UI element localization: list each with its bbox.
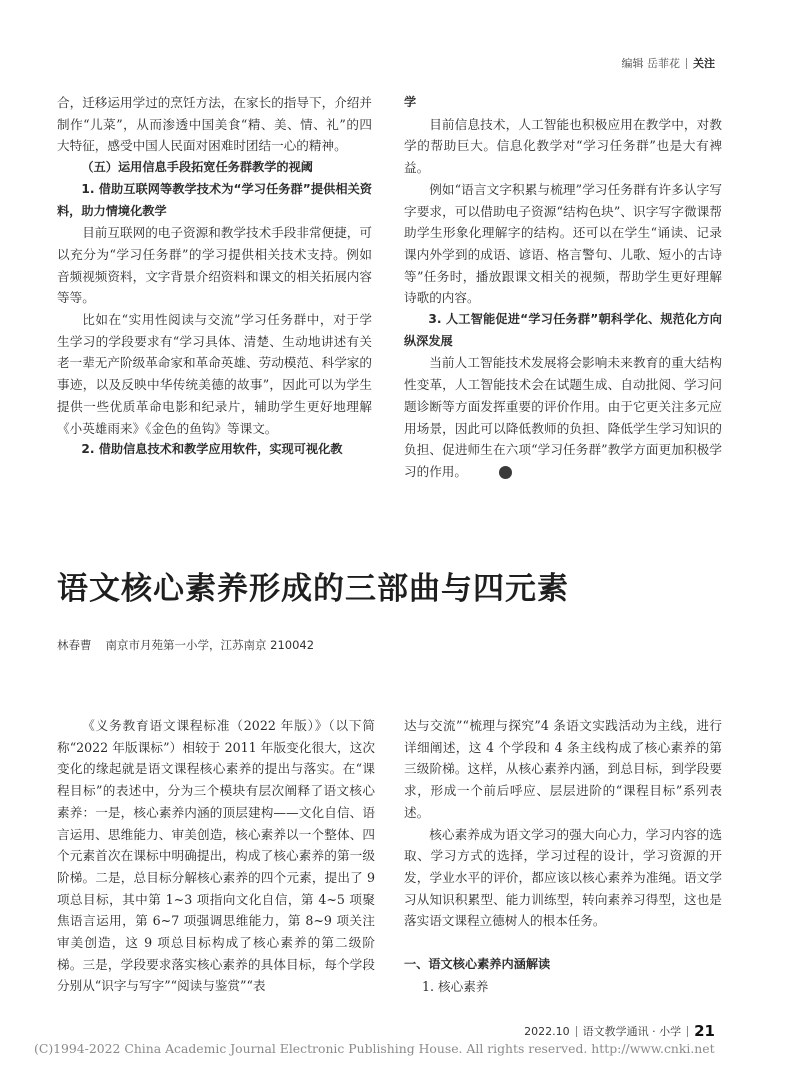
copyright-watermark: (C)1994-2022 China Academic Journal Electronic Publishing House. All rights reserved. http://www.cnki.net [34,1041,715,1056]
footer-journal: 语文教学通讯 · 小学 [582,1025,682,1038]
page-footer [524,1022,715,1040]
subsection-heading: 1. 核心素养 [422,978,489,994]
lower-right-column [404,715,722,997]
subsection-heading: （五）运用信息手段拓宽任务群教学的视阈 [81,160,313,175]
paragraph: 合，迁移运用学过的烹饪方法，在家长的指导下，介绍并制作“儿菜”，从而渗透中国美食“精、美、情、礼”的四大特征，感受中国人民面对困难时团结一心的精神。 [57,95,372,154]
running-header [622,55,716,71]
section-heading: 一、语文核心素养内涵解读 [404,957,551,972]
paragraph: 比如在“实用性阅读与交流”学习任务群中，对于学生学习的学段要求有“学习具体、清楚、生动地讲述有关老一辈无产阶级革命家和革命英雄、劳动模范、科学家的事迹，以及反映中华传统美德的故事”，因此可以为学生提供一些优质革命电影和纪录片，辅助学生更好地理解《小英雄雨来》《金色的鱼钩》等课文。 [57,312,372,436]
upper-left-column [57,92,372,461]
paragraph: 目前信息技术，人工智能也积极应用在教学中，对教学的帮助巨大。信息化教学对“学习任务群”也是大有裨益。 [404,116,722,176]
end-of-article-icon: ◆ [499,466,512,479]
point-heading: 3. 人工智能促进“学习任务群”朝科学化、规范化方向纵深发展 [404,312,722,348]
footer-issue: 2022.10 [524,1024,570,1038]
page-number: 21 [694,1022,715,1040]
heading-continuation: 学 [404,95,417,109]
header-divider [686,58,687,69]
paragraph: 《义务教育语文课程标准（2022 年版）》（以下简称“2022 年版课标”）相较于 2011 年版变化很大，这次变化的缘起就是语文课程核心素养的提出与落实。在“课程目标”的表述中，分为三个模块有层次阐释了语文核心素养：一是，核心素养内涵的顶层建构——文化自信、语言运用、思维能力、审美创造，核心素养以一个整体、四个元素首次在课标中明确提出，构成了核心素养的第一级阶梯。二是，总目标分解核心素养的四个元素，提出了 9 项总目标，其中第 1~3 项指向文化自信，第 4~5 项聚焦语言运用，第 6~7 项强调思维能力，第 8~9 项关注审美创造，这 9 项总目标构成了核心素养的第二级阶梯。三是，学段要求落实核心素养的具体目标，每个学段分别从“识字与写字”“阅读与鉴赏”“表 [57,718,375,994]
paragraph [404,352,722,482]
paragraph-text: 当前人工智能技术发展将会影响未来教育的重大结构性变革，人工智能技术会在试题生成、自动批阅、学习问题诊断等方面发挥重要的评价作用。由于它更关注多元应用场景，因此可以降低教师的负担、降低学生学习知识的负担、促进师生在六项“学习任务群”教学方面更加积极学习的作用。 [404,355,722,479]
footer-divider [576,1026,577,1037]
header-section: 关注 [693,57,715,70]
paragraph: 达与交流”“梳理与探究”4 条语文实践活动为主线，进行详细阐述，这 4 个学段和 4 条主线构成了核心素养的第三级阶梯。这样，从核心素养内涵，到总目标，到学段要求，形成一个前后呼应、层层进阶的“课程目标”系列表述。 [404,718,722,820]
paragraph: 核心素养成为语文学习的强大向心力，学习内容的选取、学习方式的选择，学习过程的设计，学习资源的开发，学业水平的评价，都应该以核心素养为准绳。语文学习从知识积累型、能力训练型，转向素养习得型，这也是落实语文课程立德树人的根本任务。 [404,826,722,929]
header-editor: 编辑 岳菲花 [621,57,680,70]
lower-left-column [57,715,375,997]
footer-divider [687,1026,688,1037]
point-heading: 1. 借助互联网等教学技术为“学习任务群”提供相关资料，助力情境化教学 [57,181,372,218]
paragraph: 例如“语言文字积累与梳理”学习任务群有许多认字写字要求，可以借助电子资源“结构色块”、识字写字微课帮助学生形象化理解字的结构。还可以在学生“诵读、记录课内外学到的成语、谚语、格言警句、儿歌、短小的古诗等”任务时，播放跟课文相关的视频，帮助学生更好理解诗歌的内容。 [404,181,722,306]
author-name: 林春曹 [57,638,92,652]
point-heading: 2. 借助信息技术和教学应用软件，实现可视化教 [81,442,343,457]
article-title: 语文核心素养形成的三部曲与四元素 [57,571,569,607]
author-affiliation: 南京市月苑第一小学，江苏南京 210042 [105,638,315,652]
paragraph: 目前互联网的电子资源和教学技术手段非常便捷，可以充分为“学习任务群”的学习提供相关技术支持。例如音频视频资料，文字背景介绍资料和课文的相关拓展内容等等。 [57,225,372,306]
author-line [57,637,314,653]
upper-right-column [404,92,722,483]
